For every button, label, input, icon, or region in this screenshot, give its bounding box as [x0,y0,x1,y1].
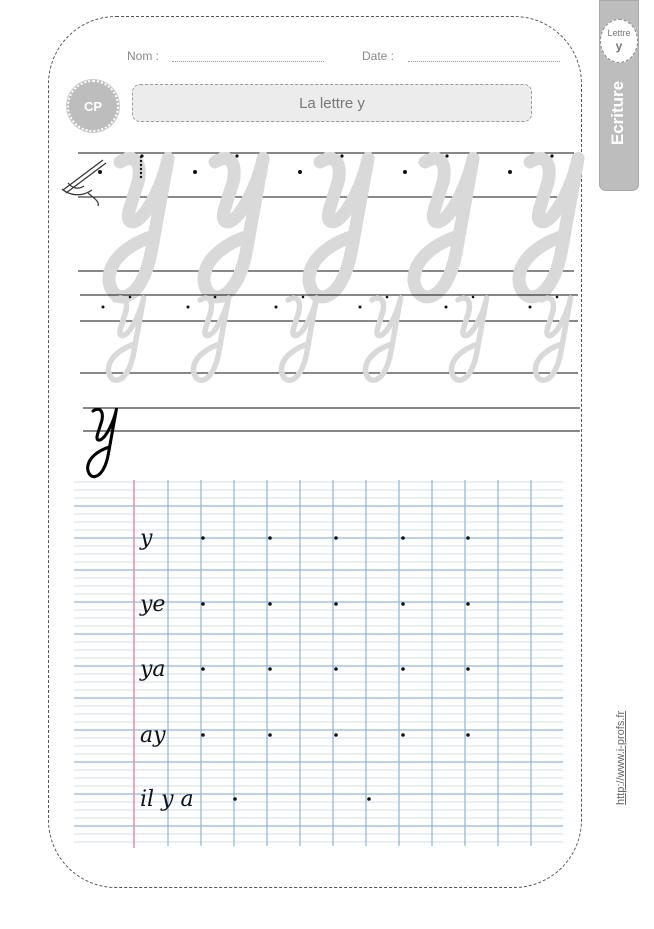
start-dot [102,306,105,309]
guide-letter-y [309,158,368,297]
start-dots-grid [201,536,470,801]
start-dot [275,306,278,309]
practice-word: ay [140,723,166,748]
start-dot [359,306,362,309]
tracing-block-medium [80,295,578,380]
guide-letter-y [535,298,570,380]
start-dot [466,733,470,737]
start-dot [302,296,305,299]
guide-letter-y [193,298,228,380]
start-dot [268,733,272,737]
start-dot [268,536,272,540]
start-dot [445,306,448,309]
start-dot [334,602,338,606]
start-dot [214,296,217,299]
tracing-block-large [62,153,578,297]
start-dot [334,667,338,671]
trace-dot [140,164,142,166]
trace-dot [140,168,142,170]
guide-letter-y [414,158,473,297]
start-dot [201,667,205,671]
trace-dot [140,160,142,162]
start-dot [187,306,190,309]
guide-letters-medium [108,298,570,380]
start-dot [445,154,448,157]
start-dot [334,536,338,540]
date-label: Date : [362,49,395,63]
start-dot [367,797,371,801]
nom-label: Nom : [127,49,160,63]
trace-dot [140,176,142,178]
practice-word: ya [140,657,166,682]
start-dot [556,296,559,299]
guide-letter-y [108,298,143,380]
start-dot [298,170,302,174]
start-dot [201,733,205,737]
pencil-icon [62,160,106,206]
start-dot [401,667,405,671]
practice-word: y [140,526,153,551]
guide-letter-y [365,298,400,380]
guide-letter-y [281,298,316,380]
start-dot [508,170,512,174]
start-dot [235,154,238,157]
tab-letter: y [615,39,623,53]
start-dot [466,602,470,606]
start-dot [403,170,407,174]
practice-words [139,526,194,812]
guide-letter-y [519,158,578,297]
model-block [83,408,580,477]
page-title: La lettre y [132,84,532,122]
trace-dot [140,156,142,158]
start-dot [340,154,343,157]
practice-word: ye [140,592,166,617]
start-dot [193,170,197,174]
lettre-label: Lettre [607,28,631,38]
start-dot [550,154,553,157]
start-dot [129,296,132,299]
start-dot [201,536,205,540]
category-label: Ecriture [608,80,627,146]
model-letter-y [88,409,117,476]
guide-letter-y [109,158,168,297]
start-dot [201,602,205,606]
guide-letter-y [451,298,486,380]
practice-word: il y a [140,787,194,812]
start-dot [529,306,532,309]
start-dot [401,602,405,606]
start-dot [466,667,470,671]
start-dot [268,667,272,671]
start-dot [268,602,272,606]
start-dot [472,296,475,299]
start-dot [386,296,389,299]
level-badge: CP [67,80,119,132]
start-dot [401,733,405,737]
start-dot [401,536,405,540]
start-dot [233,797,237,801]
guide-letters-large [109,158,578,297]
trace-dot [140,172,142,174]
start-dot [334,733,338,737]
start-dot [466,536,470,540]
guide-letter-y [204,158,263,297]
start-dot [98,170,102,174]
source-url[interactable]: http://www.i-profs.fr [615,710,627,805]
seyes-grid [74,480,563,848]
